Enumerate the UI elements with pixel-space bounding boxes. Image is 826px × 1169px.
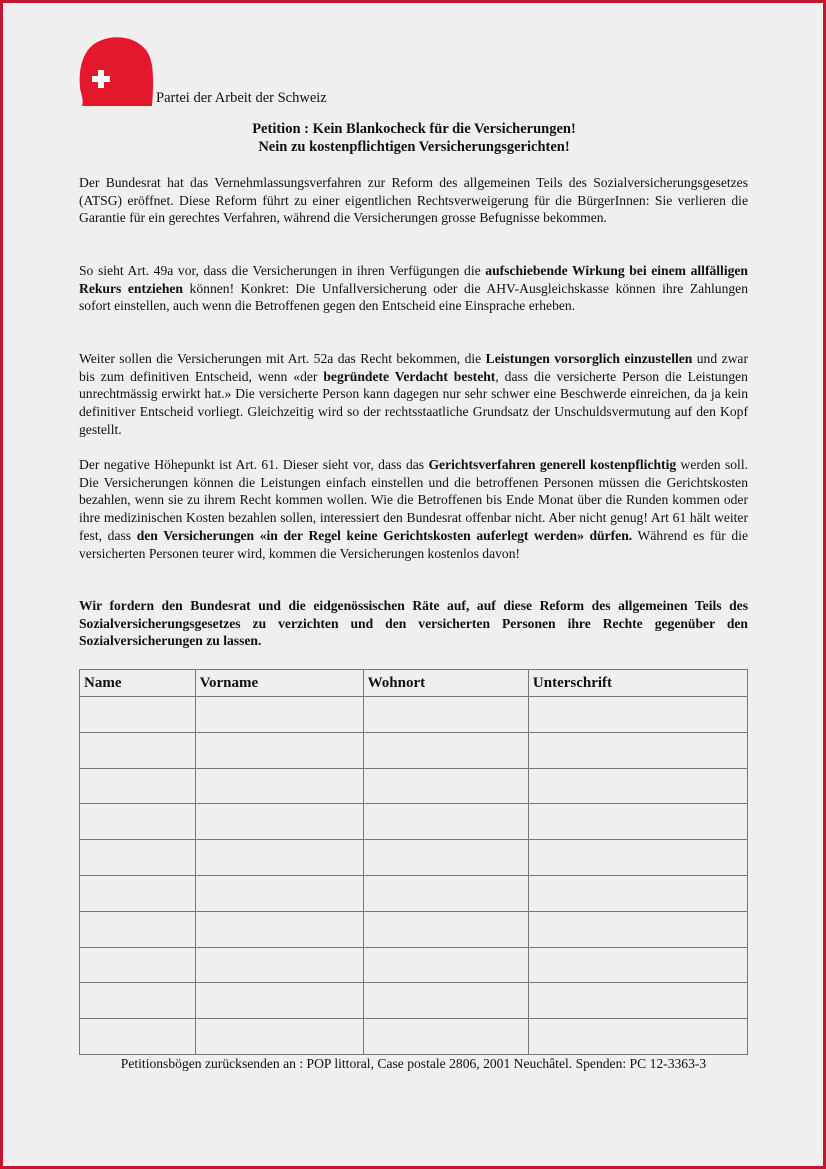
petition-title bbox=[79, 120, 749, 156]
text-segment: , dass die versicherte Person die Leistungen unrechtmässig erwirkt hat.» Die versicherte Person kann dagegen nur sehr schwer eine Beschwerde einreichen, da ja kein definitiver Entscheid vorliegt. Gleichzeitig wird so der rechtsstaatliche Grundsatz der Unschuldsvermutung auf den Kopf gestellt. bbox=[79, 368, 748, 437]
return-address-footer: Petitionsbögen zurücksenden an : POP littoral, Case postale 2806, 2001 Neuchâtel. Spenden: PC 12-3363-3 bbox=[120, 1056, 707, 1071]
cell-unterschrift[interactable] bbox=[528, 804, 747, 840]
cell-unterschrift[interactable] bbox=[528, 875, 747, 911]
party-logo-icon bbox=[78, 36, 156, 106]
cell-wohnort[interactable] bbox=[363, 840, 528, 876]
paragraph-intro bbox=[79, 174, 748, 227]
cell-vorname[interactable] bbox=[195, 840, 363, 876]
cell-wohnort[interactable] bbox=[363, 697, 528, 733]
bold-text-segment: Gerichtsverfahren generell kostenpflichtig bbox=[428, 457, 677, 472]
cell-unterschrift[interactable] bbox=[528, 947, 747, 983]
cell-vorname[interactable] bbox=[195, 947, 363, 983]
cell-unterschrift[interactable] bbox=[528, 697, 747, 733]
cell-vorname[interactable] bbox=[195, 911, 363, 947]
header-wohnort: Wohnort bbox=[363, 670, 528, 697]
bold-text-segment: begründete Verdacht besteht bbox=[323, 368, 496, 384]
bold-text-segment: den Versicherungen «in der Regel keine Gerichtskosten auferlegt werden» dürfen. bbox=[136, 527, 633, 543]
cell-wohnort[interactable] bbox=[363, 875, 528, 911]
bold-text-segment: Wir fordern den Bundesrat und die eidgenössischen Räte auf, auf diese Reform des allgemeinen Teils des Sozialversicherungsgesetzes zu verzichten und den versicherten Personen ihre Rechte gegenüber den Sozialversicherungen zu lassen. bbox=[79, 598, 748, 649]
signature-row bbox=[80, 804, 748, 840]
bold-text-segment: Leistungen vorsorglich einzustellen bbox=[485, 351, 693, 366]
text-segment: Während es für die versicherten Personen teurer wird, kommen die Versicherungen kostenlos davon! bbox=[79, 527, 748, 561]
header-unterschrift: Unterschrift bbox=[528, 670, 747, 697]
cell-unterschrift[interactable] bbox=[528, 911, 747, 947]
signature-row bbox=[80, 697, 748, 733]
paragraph-art-61 bbox=[79, 456, 748, 562]
paragraph-art-49a bbox=[79, 262, 748, 315]
title-line-1: Petition : Kein Blankocheck für die Versicherungen! bbox=[252, 121, 576, 137]
text-segment: So sieht Art. 49a vor, dass die Versicherungen in ihren Verfügungen die bbox=[79, 263, 486, 278]
cell-unterschrift[interactable] bbox=[528, 983, 747, 1019]
cell-wohnort[interactable] bbox=[363, 947, 528, 983]
cell-wohnort[interactable] bbox=[363, 732, 528, 768]
signature-row bbox=[80, 840, 748, 876]
cell-vorname[interactable] bbox=[195, 983, 363, 1019]
text-segment: Weiter sollen die Versicherungen mit Art. 52a das Recht bekommen, die bbox=[79, 351, 486, 366]
cell-name[interactable] bbox=[80, 947, 196, 983]
cell-wohnort[interactable] bbox=[363, 768, 528, 804]
cell-wohnort[interactable] bbox=[363, 911, 528, 947]
cell-vorname[interactable] bbox=[195, 732, 363, 768]
header-vorname: Vorname bbox=[195, 670, 363, 697]
party-name: Partei der Arbeit der Schweiz bbox=[156, 90, 327, 106]
cell-name[interactable] bbox=[80, 697, 196, 733]
cell-name[interactable] bbox=[80, 804, 196, 840]
signature-row bbox=[80, 768, 748, 804]
text-segment: Der negative Höhepunkt ist Art. 61. Dieser sieht vor, dass das bbox=[79, 457, 429, 472]
text-segment: Der Bundesrat hat das Vernehmlassungsverfahren zur Reform des allgemeinen Teils des Sozialversicherungsgesetzes (ATSG) eröffnet. Diese Reform führt zu einer eigentlichen Rechtsverweigerung für die BürgerInnen: Sie verlieren die Garantie für ein gerechtes Verfahren, während die Versicherungen grosse Befugnisse bekommen. bbox=[79, 175, 748, 226]
bold-text-segment: aufschiebende Wirkung bei einem allfälligen Rekurs entziehen bbox=[79, 263, 748, 296]
cell-name[interactable] bbox=[80, 983, 196, 1019]
cell-wohnort[interactable] bbox=[363, 804, 528, 840]
signature-row bbox=[80, 947, 748, 983]
cell-vorname[interactable] bbox=[195, 875, 363, 911]
signature-row bbox=[80, 911, 748, 947]
cell-name[interactable] bbox=[80, 911, 196, 947]
cell-name[interactable] bbox=[80, 732, 196, 768]
signature-row bbox=[80, 983, 748, 1019]
cell-name[interactable] bbox=[80, 875, 196, 911]
text-segment: können! Konkret: Die Unfallversicherung oder die AHV-Ausgleichskasse können ihre Zahlungen sofort einstellen, auch wenn die Betroffenen gegen den Entscheid eine Einsprache erheben. bbox=[79, 280, 748, 314]
cell-vorname[interactable] bbox=[195, 768, 363, 804]
cell-unterschrift[interactable] bbox=[528, 768, 747, 804]
signature-row bbox=[80, 875, 748, 911]
cell-vorname[interactable] bbox=[195, 1019, 363, 1055]
cell-unterschrift[interactable] bbox=[528, 840, 747, 876]
cell-name[interactable] bbox=[80, 840, 196, 876]
signature-table bbox=[79, 669, 748, 1055]
cell-name[interactable] bbox=[80, 1019, 196, 1055]
header-name: Name bbox=[80, 670, 196, 697]
signature-row bbox=[80, 1019, 748, 1055]
cell-wohnort[interactable] bbox=[363, 983, 528, 1019]
cell-vorname[interactable] bbox=[195, 804, 363, 840]
text-segment: und zwar bis zum definitiven Entscheid, wenn «der bbox=[79, 351, 748, 384]
signature-row bbox=[80, 732, 748, 768]
cell-unterschrift[interactable] bbox=[528, 732, 747, 768]
cell-vorname[interactable] bbox=[195, 697, 363, 733]
paragraph-demand bbox=[79, 597, 748, 650]
table-header-row bbox=[80, 670, 748, 697]
title-line-2: Nein zu kostenpflichtigen Versicherungsgerichten! bbox=[258, 139, 570, 155]
cell-wohnort[interactable] bbox=[363, 1019, 528, 1055]
paragraph-art-52a bbox=[79, 350, 748, 439]
text-segment: werden soll. Die Versicherungen können die Leistungen einfach einstellen und die betroffenen Personen müssen die Gerichtskosten bezahlen, wenn sie zu ihrem Recht kommen wollen. Wie die Betroffenen bis Ende Monat über die Runden kommen oder ihre medizinischen Kosten bezahlen sollen, interessiert den Bundesrat offenbar nicht. Aber nicht genug! Art 61 hält weiter fest, dass bbox=[79, 457, 748, 543]
cell-name[interactable] bbox=[80, 768, 196, 804]
cell-unterschrift[interactable] bbox=[528, 1019, 747, 1055]
